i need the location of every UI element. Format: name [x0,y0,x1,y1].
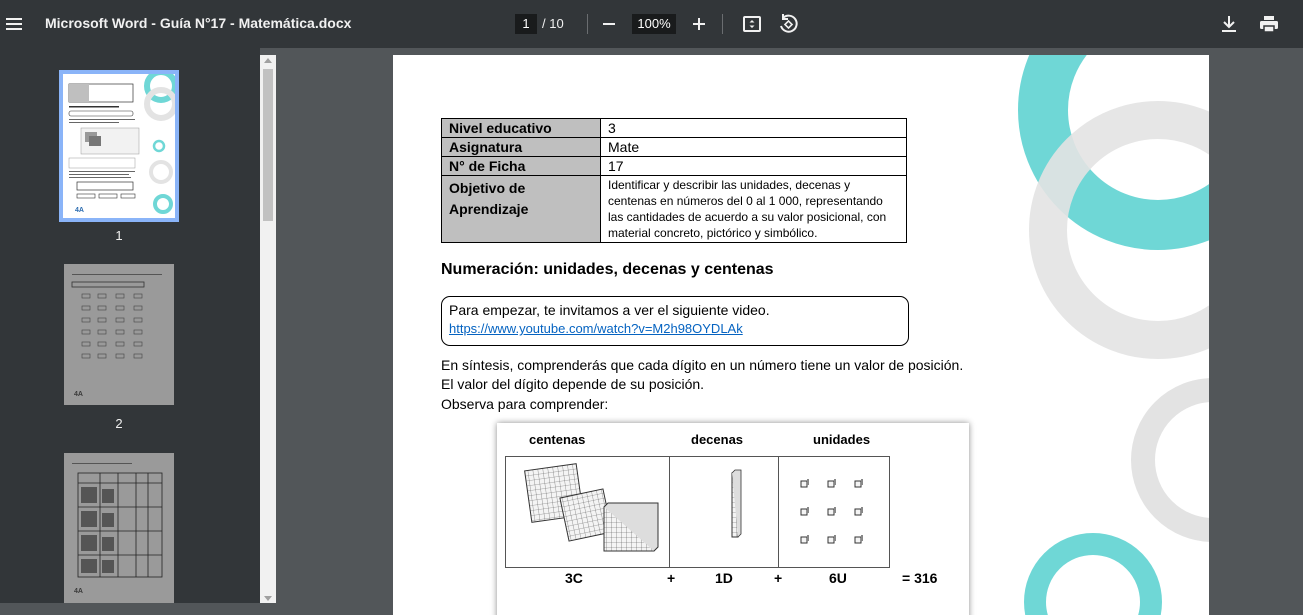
print-icon [1257,12,1281,36]
page-number-input[interactable]: 1 [515,14,537,34]
thumbnail-label: 1 [115,228,123,243]
table-value: Mate [601,138,907,157]
ten-rod [732,470,741,537]
hundred-block [604,503,658,551]
fit-page-button[interactable] [740,12,764,36]
video-link[interactable]: https://www.youtube.com/watch?v=M2h98OYDLAk [449,321,743,336]
sum-total: = 316 [902,570,938,586]
table-row [442,119,907,138]
menu-icon[interactable] [2,12,26,36]
table-key: Asignatura [442,138,601,157]
sum-tens: 1D [715,570,733,586]
fit-page-icon [740,12,764,36]
zoom-out-button[interactable] [597,12,621,36]
document-viewer [276,48,1303,603]
sum-plus: + [667,570,676,586]
thumbnail-label: 2 [115,416,123,431]
thumbnail-page-1[interactable] [59,70,179,222]
thumbnail-preview [64,264,174,405]
place-value-figure [497,423,969,615]
rotate-button[interactable] [776,12,800,36]
table-value: Identificar y describir las unidades, decenas y centenas en números del 0 al 1 000, representando las cantidades de acuerdo a su valor posicional, con material concreto, pictórico y simbólico. [601,176,907,243]
unit-cubes [801,481,861,543]
table-value: 17 [601,157,907,176]
base-ten-blocks-illustration [506,457,889,567]
page-total: / 10 [542,16,564,31]
svg-text:4A: 4A [74,391,83,398]
document-title: Microsoft Word - Guía N°17 - Matemática.docx [45,15,352,31]
section-heading: Numeración: unidades, decenas y centenas [441,261,774,278]
thumbnail-preview [64,453,174,603]
table-key: Nivel educativo [442,119,601,138]
figure-grid [505,456,890,568]
table-row [442,176,907,243]
table-value: 3 [601,119,907,138]
callout-text: Para empezar, te invitamos a ver el siguiente video. [449,302,770,318]
thumbnail-preview [63,74,175,218]
svg-text:4A: 4A [74,588,83,595]
scroll-down-arrow-icon[interactable] [264,596,272,601]
zoom-input[interactable]: 100% [632,14,676,34]
scrollbar-thumb[interactable] [263,69,273,221]
svg-text:4A: 4A [75,207,84,214]
print-button[interactable] [1257,12,1281,36]
zoom-in-button[interactable] [687,12,711,36]
pdf-toolbar [0,0,1303,48]
table-key: Objetivo de Aprendizaje [442,176,601,243]
toolbar-divider [587,14,588,34]
sum-units: 6U [829,570,847,586]
figure-header-centenas: centenas [529,432,586,447]
figure-header-decenas: decenas [691,432,744,447]
sum-plus: + [774,570,783,586]
table-key: N° de Ficha [442,157,601,176]
video-callout-box [441,296,909,346]
thumbnail-sidebar [0,48,260,603]
thumbnail-page-3[interactable] [64,453,174,603]
paragraph: En síntesis, comprenderás que cada dígito en un número tiene un valor de posición. [441,357,964,373]
table-row [442,157,907,176]
scroll-up-arrow-icon[interactable] [264,58,272,63]
info-table [441,118,907,243]
thumbnail-page-2[interactable] [64,264,174,405]
download-icon [1217,12,1241,36]
pdf-page-1 [393,55,1209,615]
rotate-icon [776,12,800,36]
sidebar-scrollbar[interactable] [260,55,276,603]
figure-header-unidades: unidades [813,432,871,447]
download-button[interactable] [1217,12,1241,36]
paragraph: El valor del dígito depende de su posición. [441,376,705,392]
paragraph: Observa para comprender: [441,396,609,412]
toolbar-divider [722,14,723,34]
table-row [442,138,907,157]
sum-hundreds: 3C [565,570,583,586]
